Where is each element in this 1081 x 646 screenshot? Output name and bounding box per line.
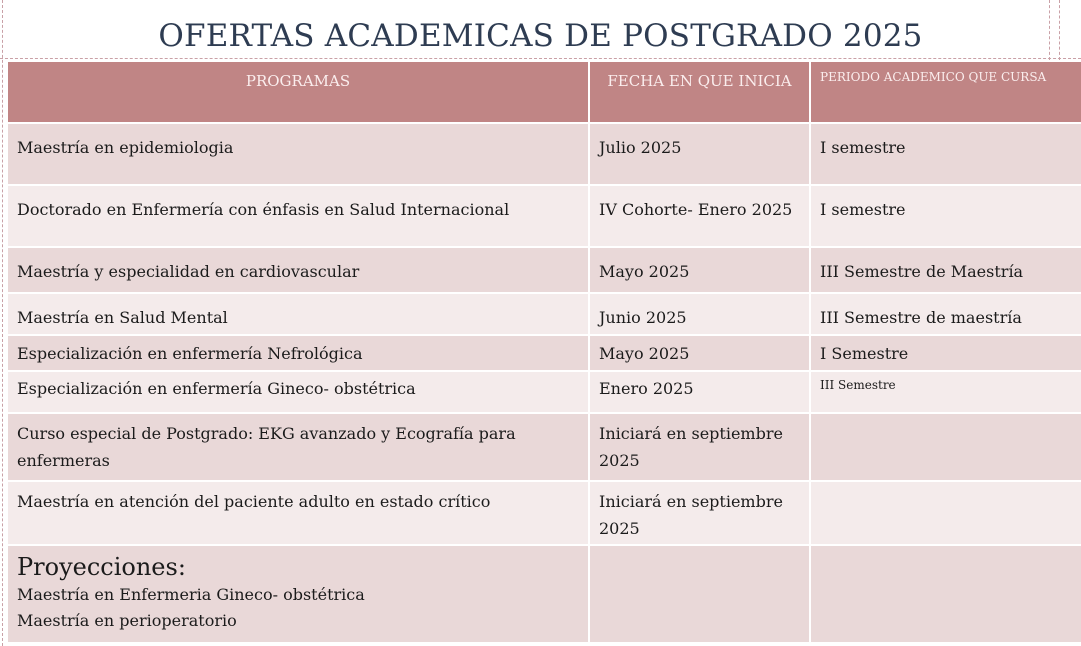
row-6-fecha: Enero 2025: [590, 372, 811, 414]
proyeccion-item: Maestría en Enfermeria Gineco- obstétrica: [17, 585, 365, 604]
proyecciones-fecha-empty: [590, 546, 811, 644]
row-1-fecha: Julio 2025: [590, 124, 811, 186]
row-2-programa: Doctorado en Enfermería con énfasis en Salud Internacional: [8, 186, 590, 248]
page-title: OFERTAS ACADEMICAS DE POSTGRADO 2025: [158, 18, 923, 54]
row-4-periodo: III Semestre de maestría: [811, 294, 1081, 336]
row-4-programa: Maestría en Salud Mental: [8, 294, 590, 336]
proyecciones-periodo-empty: [811, 546, 1081, 644]
row-3-periodo: III Semestre de Maestría: [811, 248, 1081, 294]
row-1-programa: Maestría en epidemiologia: [8, 124, 590, 186]
row-4-fecha: Junio 2025: [590, 294, 811, 336]
row-8-periodo: [811, 482, 1081, 546]
row-2-periodo: I semestre: [811, 186, 1081, 248]
proyecciones-cell: [8, 546, 590, 644]
programs-table: [8, 62, 1081, 644]
row-6-periodo: III Semestre: [811, 372, 1081, 414]
proyeccion-item: Maestría en perioperatorio: [17, 611, 237, 630]
row-3-programa: Maestría y especialidad en cardiovascular: [8, 248, 590, 294]
guide-line-top: [0, 58, 1081, 59]
guide-line-left: [2, 0, 3, 646]
row-6-programa: Especialización en enfermería Gineco- obstétrica: [8, 372, 590, 414]
row-1-periodo: I semestre: [811, 124, 1081, 186]
proyecciones-title: Proyecciones:: [17, 553, 186, 581]
row-7-periodo: [811, 414, 1081, 482]
row-7-fecha: Iniciará en septiembre 2025: [590, 414, 811, 482]
row-2-fecha: IV Cohorte- Enero 2025: [590, 186, 811, 248]
row-5-fecha: Mayo 2025: [590, 336, 811, 372]
row-8-programa: Maestría en atención del paciente adulto en estado crítico: [8, 482, 590, 546]
row-5-periodo: I Semestre: [811, 336, 1081, 372]
row-3-fecha: Mayo 2025: [590, 248, 811, 294]
row-7-programa: Curso especial de Postgrado: EKG avanzado y Ecografía para enfermeras: [8, 414, 590, 482]
row-5-programa: Especialización en enfermería Nefrológica: [8, 336, 590, 372]
row-8-fecha: Iniciará en septiembre 2025: [590, 482, 811, 546]
header-periodo: PERIODO ACADEMICO QUE CURSA: [811, 62, 1081, 124]
header-programas: PROGRAMAS: [8, 62, 590, 124]
header-fecha: FECHA EN QUE INICIA: [590, 62, 811, 124]
